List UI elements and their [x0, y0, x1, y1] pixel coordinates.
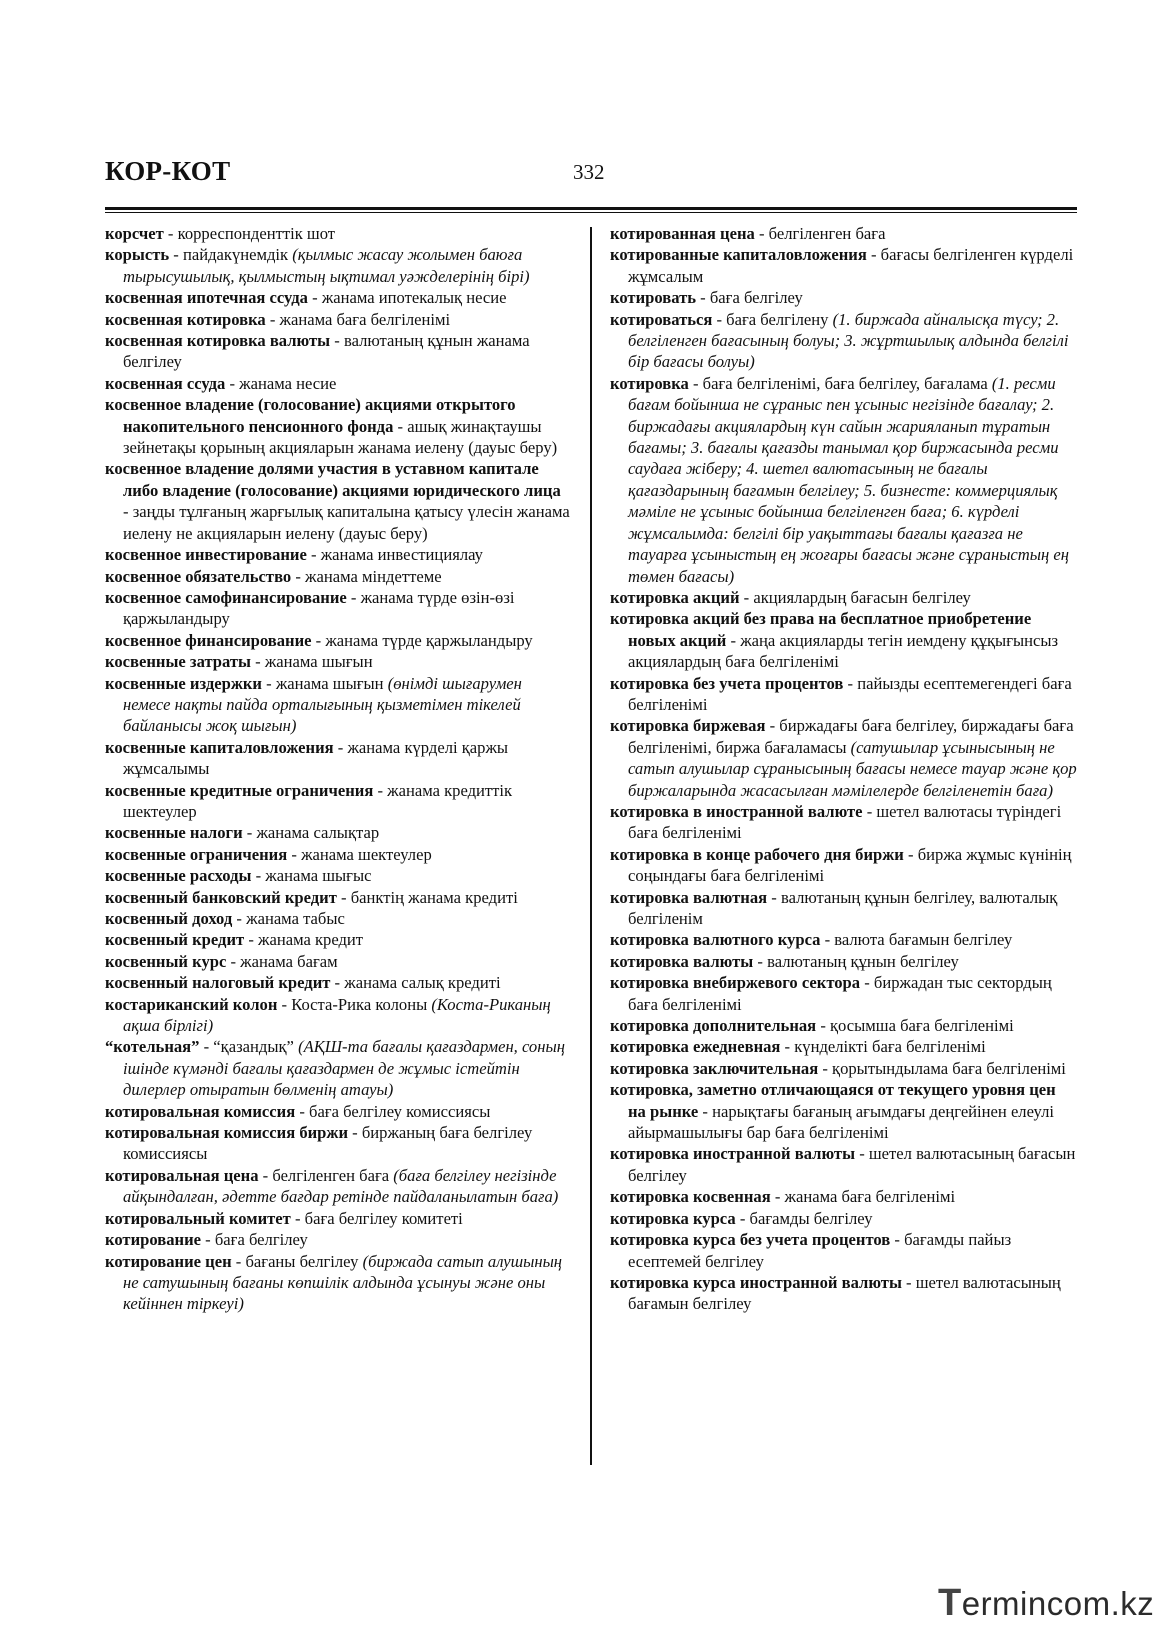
entry-definition: жанама ипотекалық несие — [321, 288, 507, 308]
entry-definition: жанама күрделі қаржы жұмсалымы — [123, 737, 509, 779]
dictionary-entry: котировка валютная - валютаның құнын белгілеу, валюталық белгіленім — [610, 887, 1058, 928]
entry-definition: жанама шығыс — [265, 866, 372, 886]
dictionary-entry: косвенный банковский кредит - банктің жанама кредиті — [105, 887, 518, 907]
dictionary-entry: котировка акций без права на бесплатное приобретение новых акций - жаңа акцияларды тегін иемдену құқығынсыз акциялардың баға белгіленімі — [610, 609, 1059, 672]
entry-headword: косвенная котировка — [105, 309, 266, 329]
entry-headword: косвенная котировка валюты — [105, 331, 331, 351]
entry-definition: жаңа акцияларды тегін иемдену құқығынсыз акциялардың баға белгіленімі — [628, 630, 1059, 672]
entry-headword: косвенное владение долями участия в уставном капитале либо владение (голосование) акциями юридического лица — [105, 459, 561, 500]
dictionary-entry: котированная цена - белгіленген баға — [610, 224, 886, 243]
entry-headword: котировка курса без учета процентов — [610, 1230, 891, 1250]
entry-headword: котировальная цена — [105, 1165, 259, 1185]
entry-definition: жанама салық кредиті — [344, 973, 501, 993]
entry-definition: бағаны белгілеу — [245, 1251, 359, 1271]
entry-headword: корсчет — [105, 224, 164, 243]
entry-headword: “котельная” — [105, 1037, 200, 1057]
entry-definition: баға белгілеу — [214, 1230, 308, 1250]
dictionary-entry: котировать - баға белгілеу — [610, 288, 803, 308]
entry-definition: Коста-Рика колоны — [291, 994, 428, 1014]
entry-headword: котировка в конце рабочего дня биржи — [610, 844, 904, 864]
entry-definition: жанама баға белгіленімі — [784, 1187, 956, 1207]
dictionary-entry: косвенные расходы - жанама шығыс — [105, 866, 372, 886]
entry-headword: косвенные капиталовложения — [105, 737, 334, 757]
entry-definition: бағамды пайыз есептемей белгілеу — [628, 1230, 1012, 1271]
entry-headword: косвенный кредит — [105, 930, 245, 950]
entry-definition: жанама шектеулер — [301, 844, 432, 864]
entry-definition: күнделікті баға белгіленімі — [794, 1037, 986, 1057]
dictionary-entry: котировальная комиссия биржи - биржаның баға белгілеу комиссиясы — [105, 1123, 533, 1164]
entry-definition: валютаның құнын жанама белгілеу — [123, 331, 530, 372]
dictionary-entry: косвенный курс - жанама бағам — [105, 951, 338, 971]
entry-headword: котировальная комиссия — [105, 1101, 296, 1121]
entry-definition: валютаның құнын белгілеу — [767, 951, 959, 971]
entry-definition: нарықтағы бағаның ағымдағы деңгейінен елеулі айырмашылығы бар баға белгіленімі — [628, 1101, 1054, 1143]
entry-headword: косвенные ограничения — [105, 844, 288, 864]
entry-headword: косвенное самофинансирование — [105, 587, 347, 607]
entry-headword: котировка заключительная — [610, 1058, 819, 1078]
entry-headword: котировка валюты — [610, 951, 754, 971]
dictionary-entry: котировка в иностранной валюте - шетел валютасы түріндегі баға белгіленімі — [610, 801, 1062, 843]
entry-definition: пайызды есептемегендегі баға белгіленімі — [628, 673, 1072, 714]
entry-definition: жанама кредиттік шектеулер — [123, 780, 513, 821]
entry-headword: котированная цена — [610, 224, 755, 243]
entry-definition: валюта бағамын белгілеу — [834, 930, 1013, 950]
left-column — [105, 223, 570, 1315]
header-rule-thick — [105, 207, 1077, 210]
entry-headword: котировка дополнительная — [610, 1016, 817, 1036]
entry-definition: жанама табыс — [246, 909, 345, 928]
dictionary-entry: косвенные затраты - жанама шығын — [105, 652, 373, 672]
entry-headword: котировка иностранной валюты — [610, 1144, 856, 1164]
entry-definition: жанама түрде өзін-өзі қаржыландыру — [123, 587, 515, 629]
dictionary-entry: костариканский колон - Коста-Рика колоны (Коста-Риканың ақша бірлігі) — [105, 994, 551, 1036]
dictionary-entry: котировка курса без учета процентов - бағамды пайыз есептемей белгілеу — [610, 1230, 1012, 1271]
dictionary-entry: косвенное самофинансирование - жанама түрде өзін-өзі қаржыландыру — [105, 587, 515, 629]
entry-definition: жанама міндеттеме — [305, 566, 442, 586]
dictionary-entry: котировка ежедневная - күнделікті баға белгіленімі — [610, 1037, 986, 1057]
entry-headword: котировка в иностранной валюте — [610, 801, 863, 821]
watermark-text: ermincom.kz — [961, 1585, 1155, 1622]
dictionary-entry: косвенная котировка - жанама баға белгіленімі — [105, 309, 451, 329]
entry-gloss: (АҚШ-та бағалы қағаздармен, соның ішінде күмәнді бағалы қағаздармен де жұмыс істейтін дилерлер отыратын бөлменің атауы) — [123, 1037, 565, 1100]
entry-definition: баға белгіленімі, баға белгілеу, бағалама — [702, 373, 988, 393]
dictionary-entry: котировка внебиржевого сектора - биржадан тыс сектордың баға белгіленімі — [610, 973, 1052, 1014]
dictionary-entry: косвенное владение (голосование) акциями открытого накопительного пенсионного фонда - ашық жинақтаушы зейнетақы қорының акцияларын жанама иелену (дауыс беру) — [105, 395, 558, 458]
entry-definition: жанама шығын — [275, 673, 384, 693]
dictionary-entry: котировка, заметно отличающаяся от текущего уровня цен на рынке - нарықтағы бағаның ағымдағы деңгейінен елеулі айырмашылығы бар баға белгіленімі — [610, 1080, 1056, 1143]
dictionary-entry: котировка - баға белгіленімі, баға белгілеу, бағалама (1. ресми бағам бойынша не сұраныс пен ұсыныс негізінде бағалау; 2. биржадағы акциялардың күн сайын жарияланып тұратын бағамы; 3. бағалы қағазды танымал қор биржасында ресми саудаға жіберу; 4. шетел валютасының не бағалы қағаздарының бағамын белгілеу; 5. бизнесте: коммерциялық мәміле не ұсыныс бойынша белгіленген баға; 6. күрделі жұмсалымда: белгілі бір уақыттағы бағалы қағазға не тауарға ұсыныстың ең жоғары бағасы және сұраныстың ең төмен бағасы) — [610, 373, 1069, 586]
entry-definition: биржа жұмыс күнінің соңындағы баға белгіленімі — [628, 844, 1072, 886]
dictionary-entry: котированные капиталовложения - бағасы белгіленген күрделі жұмсалым — [610, 245, 1074, 286]
dictionary-entry: котировка в конце рабочего дня биржи - биржа жұмыс күнінің соңындағы баға белгіленімі — [610, 844, 1072, 886]
dictionary-entry: котировка валюты - валютаның құнын белгілеу — [610, 951, 959, 971]
dictionary-entry: косвенный кредит - жанама кредит — [105, 930, 364, 950]
entry-definition: шетел валютасының бағамын белгілеу — [628, 1272, 1061, 1314]
dictionary-entry: косвенные издержки - жанама шығын (өнімді шығарумен немесе нақты пайда орталығының қызметімен тікелей байланысы жоқ шығын) — [105, 673, 522, 736]
entry-headword: котирование цен — [105, 1251, 232, 1271]
dictionary-entry: котировка курса - бағамды белгілеу — [610, 1208, 873, 1228]
entry-headword: котировальная комиссия биржи — [105, 1123, 348, 1143]
entry-headword: котировка без учета процентов — [610, 673, 844, 693]
entry-definition: пайдакүнемдік — [182, 245, 289, 265]
dictionary-entry: косвенный доход - жанама табыс — [105, 909, 345, 928]
watermark-letter: T — [938, 1582, 962, 1624]
dictionary-entry: котировка косвенная - жанама баға белгіленімі — [610, 1187, 956, 1207]
entry-headword: косвенный курс — [105, 951, 227, 971]
dictionary-entry: косвенное инвестирование - жанама инвестициялау — [105, 545, 483, 565]
entry-definition: жанама шығын — [264, 652, 373, 672]
entry-headword: котировальный комитет — [105, 1208, 291, 1228]
entry-definition: шетел валютасы түріндегі баға белгіленімі — [628, 801, 1062, 843]
entry-definition: баға белгілеу комитеті — [304, 1208, 463, 1228]
dictionary-entry: косвенное владение долями участия в уставном капитале либо владение (голосование) акциями юридического лица - заңды тұлғаның жарғылық капиталына қатысу үлесін жанама иелену не акцияларын иелену (дауыс беру) — [105, 459, 570, 543]
dictionary-entry: котировка курса иностранной валюты - шетел валютасының бағамын белгілеу — [610, 1272, 1061, 1314]
dictionary-entry: котировка биржевая - биржадағы баға белгілеу, биржадағы баға белгіленімі, биржа бағаламасы (сатушылар ұсынысының не сатып алушылар сұранысының бағасы немесе тауар және қор биржаларында жасасылған мәмілелерде белгіленетін баға) — [610, 716, 1077, 800]
entry-gloss: (баға белгілеу негізінде айқындалған, әдетте бағдар ретінде пайдаланылатын баға) — [123, 1165, 559, 1207]
entry-headword: косвенное владение (голосование) акциями открытого накопительного пенсионного фонда — [105, 395, 516, 436]
dictionary-entry: косвенные кредитные ограничения - жанама кредиттік шектеулер — [105, 780, 513, 821]
dictionary-entry: косвенная ипотечная ссуда - жанама ипотекалық несие — [105, 288, 507, 308]
entry-definition: валютаның құнын белгілеу, валюталық белгіленім — [628, 887, 1058, 928]
entry-headword: косвенный доход — [105, 909, 233, 928]
dictionary-entry: котировальная комиссия - баға белгілеу комиссиясы — [105, 1101, 491, 1121]
entry-definition: жанама инвестициялау — [320, 545, 483, 565]
entry-headword: котировка внебиржевого сектора — [610, 973, 861, 993]
dictionary-entry: котировка валютного курса - валюта бағамын белгілеу — [610, 930, 1013, 950]
running-head: КОР-КОТ — [105, 156, 231, 186]
entry-definition: баға белгілену — [726, 309, 829, 329]
entry-headword: косвенное финансирование — [105, 630, 312, 650]
dictionary-entry: косвенные капиталовложения - жанама күрделі қаржы жұмсалымы — [105, 737, 509, 779]
entry-headword: котировка косвенная — [610, 1187, 771, 1207]
entry-headword: косвенный налоговый кредит — [105, 973, 331, 993]
dictionary-entry: косвенная ссуда - жанама несие — [105, 373, 337, 393]
entry-definition: биржаның баға белгілеу комиссиясы — [123, 1123, 533, 1164]
entry-headword: котировка, заметно отличающаяся от текущего уровня цен на рынке — [610, 1080, 1056, 1121]
entry-headword: косвенные кредитные ограничения — [105, 780, 374, 800]
entry-definition: заңды тұлғаның жарғылық капиталына қатысу үлесін жанама иелену не акцияларын иелену (дауыс беру) — [123, 502, 570, 543]
entry-headword: котировка валютная — [610, 887, 768, 907]
dictionary-entry: котироваться - баға белгілену (1. биржада айналысқа түсу; 2. белгіленген бағасының болуы; 3. жұртшылық алдында белгілі бір бағасы болуы) — [610, 309, 1069, 372]
page-header — [105, 156, 1075, 198]
entry-definition: жанама салықтар — [256, 823, 380, 843]
dictionary-entry: косвенный налоговый кредит - жанама салық кредиті — [105, 973, 501, 993]
entry-headword: костариканский колон — [105, 994, 278, 1014]
entry-definition: белгіленген баға — [768, 224, 886, 243]
entry-headword: косвенная ссуда — [105, 373, 226, 393]
entry-gloss: (1. ресми бағам бойынша не сұраныс пен ұсыныс негізінде бағалау; 2. биржадағы акциялардың күн сайын жарияланып тұратын бағамы; 3. бағалы қағазды танымал қор биржасында ресми саудаға жіберу; 4. шетел валютасының не бағалы қағаздарының бағамын белгілеу; 5. бизнесте: коммерциялық мәміле не ұсыныс бойынша белгіленген баға; 6. күрделі жұмсалымда: белгілі бір уақыттағы бағалы қағазға не тауарға ұсыныстың ең жоғары бағасы және сұраныстың ең төмен бағасы) — [628, 373, 1069, 586]
entry-definition: бағасы белгіленген күрделі жұмсалым — [628, 245, 1074, 286]
entry-definition: ашық жинақтаушы зейнетақы қорының акцияларын жанама иелену (дауыс беру) — [123, 416, 558, 458]
dictionary-entry: котировка дополнительная - қосымша баға белгіленімі — [610, 1016, 1014, 1036]
entry-gloss: (Коста-Риканың ақша бірлігі) — [123, 994, 551, 1036]
entry-headword: котироваться — [610, 309, 713, 329]
entry-gloss: (қылмыс жасау жолымен баюға тырысушылық, қылмыстың ықтимал уәжделерінің бірі) — [123, 245, 530, 286]
entry-headword: котировка акций без права на бесплатное приобретение новых акций — [610, 609, 1032, 650]
entry-definition: жанама кредит — [258, 930, 364, 950]
dictionary-entry: косвенные налоги - жанама салықтар — [105, 823, 380, 843]
entry-headword: косвенная ипотечная ссуда — [105, 288, 308, 308]
entry-headword: котировка ежедневная — [610, 1037, 781, 1057]
entry-definition: “қазандық” — [213, 1037, 294, 1057]
dictionary-entry: котирование - баға белгілеу — [105, 1230, 308, 1250]
entry-headword: косвенное инвестирование — [105, 545, 307, 565]
entry-definition: биржадан тыс сектордың баға белгіленімі — [628, 973, 1052, 1014]
entry-definition: биржадағы баға белгілеу, биржадағы баға белгіленімі, биржа бағаламасы — [628, 716, 1074, 757]
entry-headword: косвенный банковский кредит — [105, 887, 337, 907]
entry-headword: котирование — [105, 1230, 201, 1250]
page-number: 332 — [573, 160, 605, 184]
entry-definition: баға белгілеу комиссиясы — [309, 1101, 491, 1121]
dictionary-entry: косвенное обязательство - жанама міндеттеме — [105, 566, 442, 586]
entry-headword: котировка курса иностранной валюты — [610, 1272, 902, 1292]
dictionary-entry: котировка иностранной валюты - шетел валютасының бағасын белгілеу — [610, 1144, 1076, 1185]
entry-headword: косвенные расходы — [105, 866, 252, 886]
entry-headword: корысть — [105, 245, 170, 265]
dictionary-entry: корсчет - корреспонденттік шот — [105, 224, 336, 243]
dictionary-entry: котировка без учета процентов - пайызды есептемегендегі баға белгіленімі — [610, 673, 1072, 714]
entry-gloss: (биржада сатып алушының не сатушының бағаны көпшілік алдында ұсынуы және оны кейіннен тіркеуі) — [123, 1251, 563, 1314]
entry-headword: котировка — [610, 373, 689, 393]
dictionary-entry: “котельная” - “қазандық” (АҚШ-та бағалы қағаздармен, соның ішінде күмәнді бағалы қағаздармен де жұмыс істейтін дилерлер отыратын бөлменің атауы) — [105, 1037, 565, 1100]
entry-headword: косвенное обязательство — [105, 566, 292, 586]
header-rule-thin — [105, 212, 1077, 213]
entry-definition: жанама баға белгіленімі — [279, 309, 451, 329]
entry-definition: жанама несие — [239, 373, 337, 393]
dictionary-entry: котирование цен - бағаны белгілеу (биржада сатып алушының не сатушының бағаны көпшілік алдында ұсынуы және оны кейіннен тіркеуі) — [105, 1251, 563, 1314]
entry-definition: бағамды белгілеу — [749, 1208, 873, 1228]
entry-definition: қорытындылама баға белгіленімі — [832, 1058, 1066, 1078]
entry-definition: баға белгілеу — [709, 288, 803, 308]
termincom-watermark — [938, 1582, 1154, 1625]
entry-headword: котировка акций — [610, 587, 740, 607]
entry-definition: жанама бағам — [240, 951, 338, 971]
entry-definition: корреспонденттік шот — [177, 224, 336, 243]
dictionary-entry: котировка акций - акциялардың бағасын белгілеу — [610, 587, 971, 607]
entry-headword: косвенные налоги — [105, 823, 243, 843]
dictionary-entry: котировка заключительная - қорытындылама баға белгіленімі — [610, 1058, 1066, 1078]
entry-headword: котированные капиталовложения — [610, 245, 867, 265]
entry-definition: қосымша баға белгіленімі — [830, 1016, 1014, 1036]
entry-headword: котировать — [610, 288, 696, 308]
dictionary-entry: котировальный комитет - баға белгілеу комитеті — [105, 1208, 463, 1228]
entry-definition: белгіленген баға — [272, 1165, 390, 1185]
entry-headword: косвенные издержки — [105, 673, 262, 693]
entry-definition: банктің жанама кредиті — [350, 887, 518, 907]
entry-headword: котировка биржевая — [610, 716, 766, 736]
entry-headword: котировка валютного курса — [610, 930, 821, 950]
dictionary-entry: косвенное финансирование - жанама түрде қаржыландыру — [105, 630, 533, 650]
entry-definition: акциялардың бағасын белгілеу — [753, 587, 971, 607]
entry-definition: жанама түрде қаржыландыру — [325, 630, 533, 650]
entry-gloss: (сатушылар ұсынысының не сатып алушылар сұранысының бағасы немесе тауар және қор биржаларында жасасылған мәмілелерде белгіленетін баға) — [628, 737, 1077, 800]
dictionary-entry: косвенные ограничения - жанама шектеулер — [105, 844, 432, 864]
entry-definition: шетел валютасының бағасын белгілеу — [628, 1144, 1076, 1185]
entry-gloss: (1. биржада айналысқа түсу; 2. белгіленген бағасының болуы; 3. жұртшылық алдында белгілі бір бағасы болуы) — [628, 309, 1069, 372]
entry-headword: котировка курса — [610, 1208, 736, 1228]
dictionary-entry: косвенная котировка валюты - валютаның құнын жанама белгілеу — [105, 331, 530, 372]
column-divider — [590, 227, 592, 1465]
entry-headword: косвенные затраты — [105, 652, 252, 672]
entry-gloss: (өнімді шығарумен немесе нақты пайда орталығының қызметімен тікелей байланысы жоқ шығын) — [123, 673, 522, 736]
dictionary-columns — [105, 223, 1077, 1473]
right-column — [610, 223, 1077, 1315]
dictionary-entry: котировальная цена - белгіленген баға (баға белгілеу негізінде айқындалған, әдетте бағдар ретінде пайдаланылатын баға) — [105, 1165, 559, 1207]
dictionary-entry: корысть - пайдакүнемдік (қылмыс жасау жолымен баюға тырысушылық, қылмыстың ықтимал уәжделерінің бірі) — [105, 245, 530, 286]
